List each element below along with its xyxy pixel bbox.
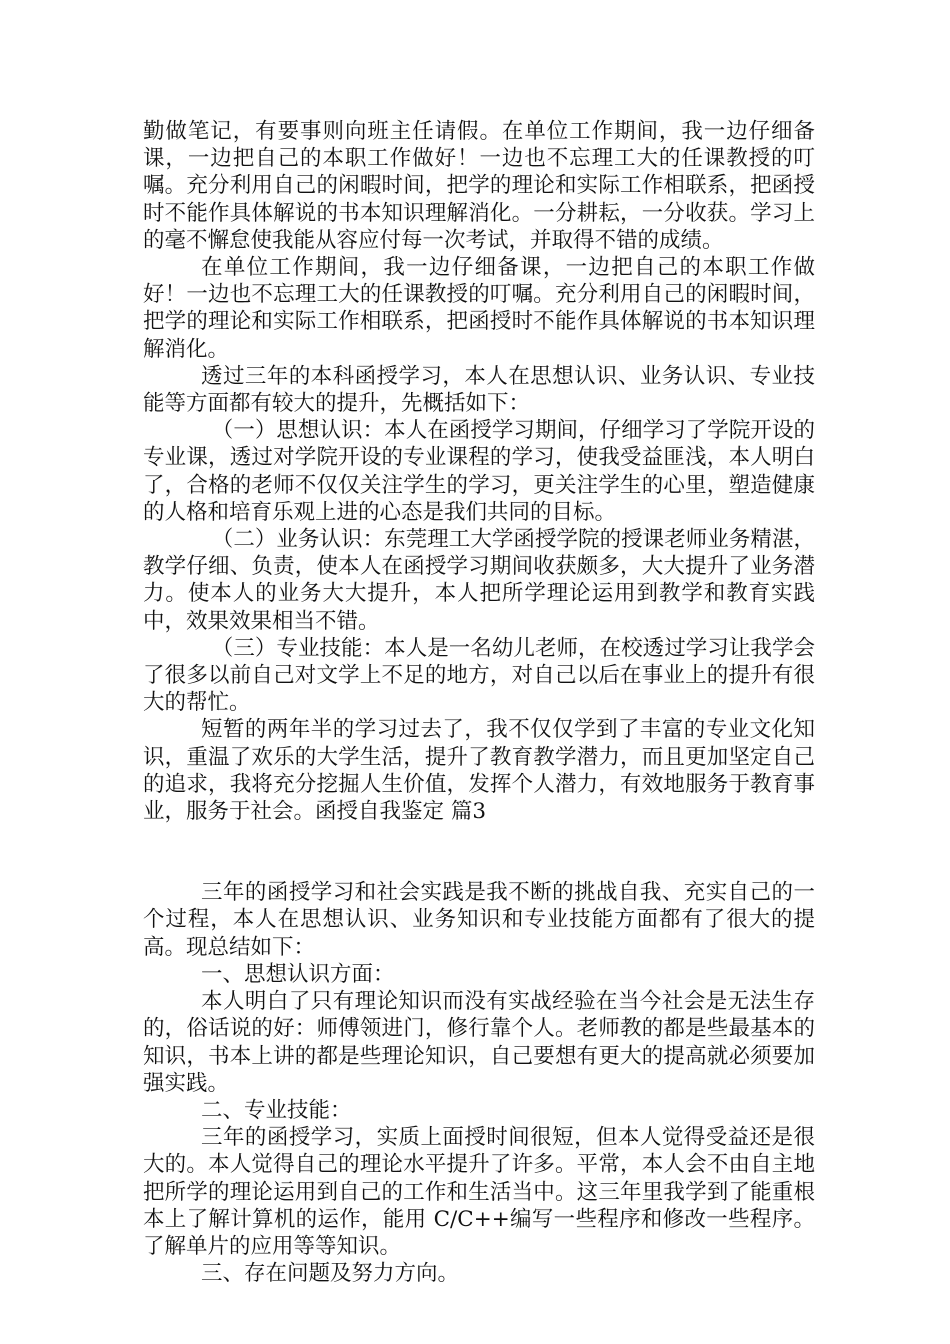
paragraph-4: （一）思想认识：本人在函授学习期间，仔细学习了学院开设的专业课，透过对学院开设的专业课程的学习，使我受益匪浅，本人明白了，合格的老师不仅仅关注学生的学习，更关注学生的心里，塑造健康的人格和培育乐观上进的心态是我们共同的目标。 [143,418,815,525]
paragraph-6: （三）专业技能：本人是一名幼儿老师，在校透过学习让我学会了很多以前自己对文学上不足的地方，对自己以后在事业上的提升有很大的帮忙。 [143,635,815,716]
heading-problems: 三、存在问题及努力方向。 [201,1261,460,1287]
paragraph-1: 勤做笔记，有要事则向班主任请假。在单位工作期间，我一边仔细备课，一边把自己的本职工作做好！一边也不忘理工大的任课教授的叮嘱。充分利用自己的闲暇时间，把学的理论和实际工作相联系，把函授时不能作具体解说的书本知识理解消化。一分耕耘，一分收获。学习上的毫不懈怠使我能从容应付每一次考试，并取得不错的成绩。 [143,119,815,253]
paragraph-5: （二）业务认识：东莞理工大学函授学院的授课老师业务精湛，教学仔细、负责，使本人在函授学习期间收获颇多，大大提升了业务潜力。使本人的业务大大提升，本人把所学理论运用到教学和教育实践中，效果效果相当不错。 [143,527,815,634]
paragraph-9: 本人明白了只有理论知识而没有实战经验在当今社会是无法生存的，俗话说的好：师傅领进门，修行靠个人。老师教的都是些最基本的知识，书本上讲的都是些理论知识，自己要想有更大的提高就必须要加强实践。 [143,989,815,1096]
paragraph-7: 短暂的两年半的学习过去了，我不仅仅学到了丰富的专业文化知识，重温了欢乐的大学生活，提升了教育教学潜力，而且更加坚定自己的追求，我将充分挖掘人生价值，发挥个人潜力，有效地服务于教育事业，服务于社会。函授自我鉴定 篇3 [143,717,815,825]
heading-thought: 一、思想认识方面： [201,961,395,987]
document-body [143,118,815,1287]
section-spacer [143,825,815,879]
paragraph-3: 透过三年的本科函授学习，本人在思想认识、业务认识、专业技能等方面都有较大的提升，先概括如下： [143,363,815,417]
paragraph-10: 三年的函授学习，实质上面授时间很短，但本人觉得受益还是很大的。本人觉得自己的理论水平提升了许多。平常，本人会不由自主地把所学的理论运用到自己的工作和生活当中。这三年里我学到了能重根本上了解计算机的运作，能用 C/C++编写一些程序和修改一些程序。了解单片的应用等等知识。 [143,1125,815,1259]
paragraph-2: 在单位工作期间，我一边仔细备课，一边把自己的本职工作做好！一边也不忘理工大的任课教授的叮嘱。充分利用自己的闲暇时间，把学的理论和实际工作相联系，把函授时不能作具体解说的书本知识理解消化。 [143,255,815,362]
paragraph-8: 三年的函授学习和社会实践是我不断的挑战自我、充实自己的一个过程，本人在思想认识、业务知识和专业技能方面都有了很大的提高。现总结如下： [143,880,815,960]
heading-skills: 二、专业技能： [201,1097,352,1123]
